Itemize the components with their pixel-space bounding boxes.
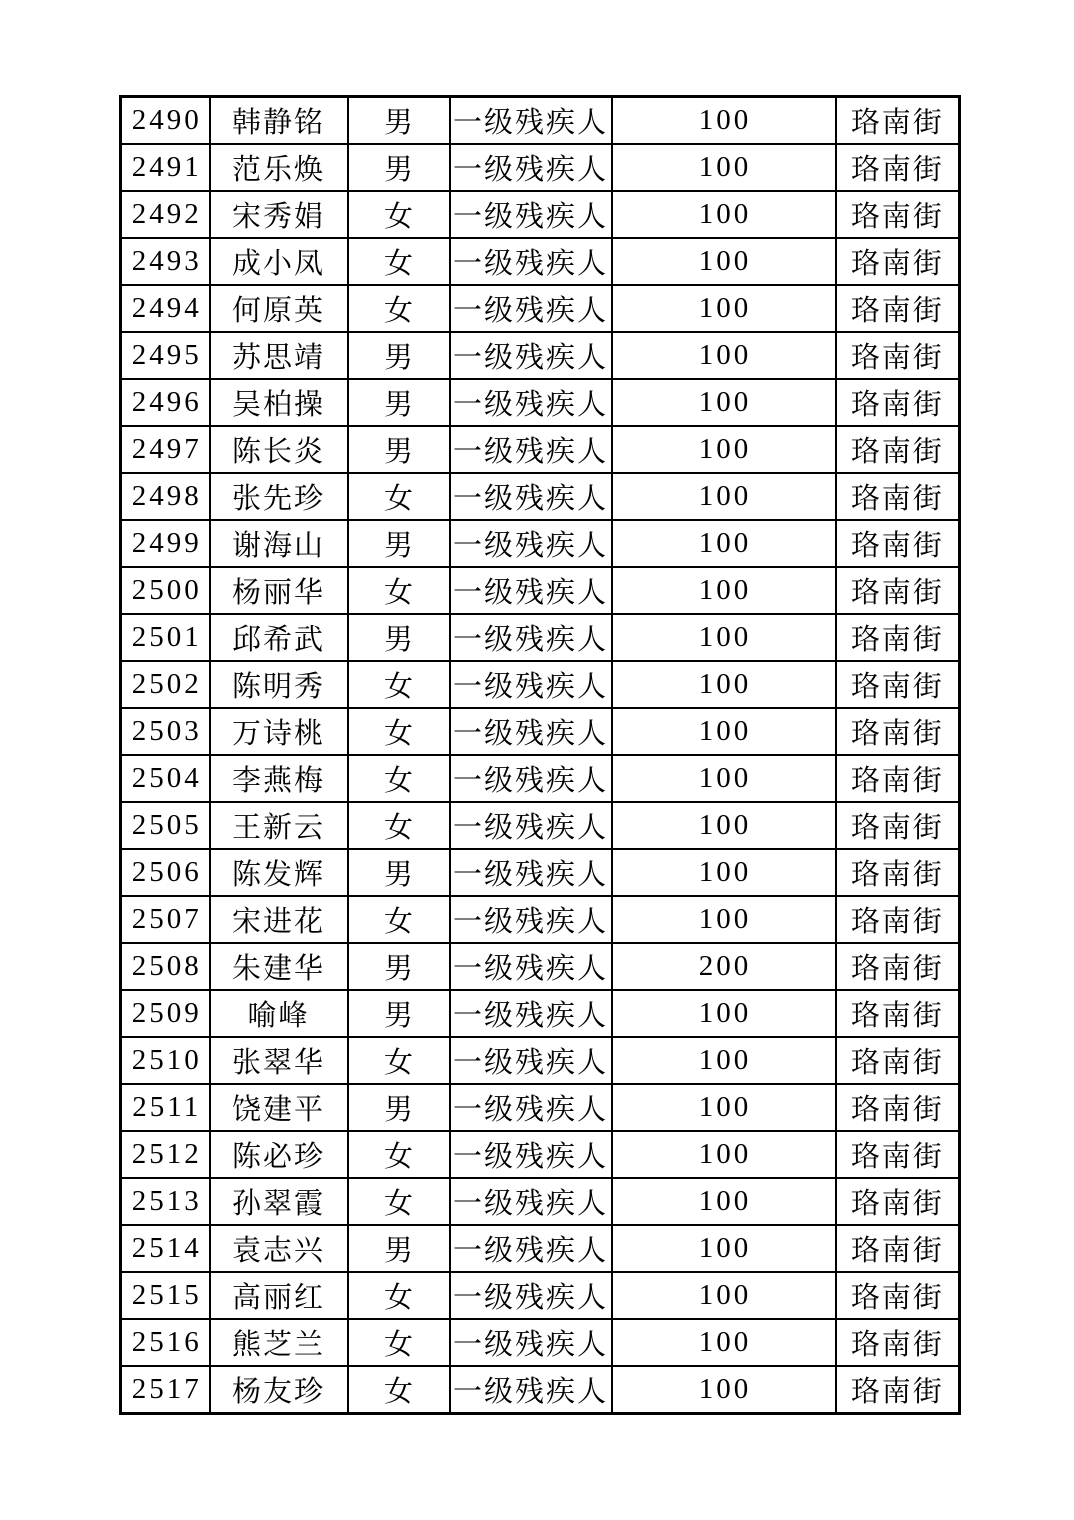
serial-number-cell: 2509: [121, 990, 210, 1037]
district-cell: 珞南街: [836, 1319, 960, 1366]
person-name-cell: 范乐焕: [210, 144, 348, 191]
amount-cell: 100: [612, 1225, 836, 1272]
gender-cell: 女: [348, 191, 450, 238]
district-cell: 珞南街: [836, 473, 960, 520]
category-cell: 一级残疾人: [450, 755, 612, 802]
serial-number-cell: 2513: [121, 1178, 210, 1225]
table-row: [121, 896, 960, 943]
category-cell: 一级残疾人: [450, 520, 612, 567]
district-cell: 珞南街: [836, 520, 960, 567]
person-name-cell: 吴柏操: [210, 379, 348, 426]
district-cell: 珞南街: [836, 1131, 960, 1178]
table-row: [121, 849, 960, 896]
category-cell: 一级残疾人: [450, 896, 612, 943]
gender-cell: 男: [348, 97, 450, 145]
category-cell: 一级残疾人: [450, 379, 612, 426]
category-cell: 一级残疾人: [450, 1084, 612, 1131]
table-row: [121, 238, 960, 285]
amount-cell: 100: [612, 97, 836, 145]
table-row: [121, 614, 960, 661]
amount-cell: 100: [612, 1037, 836, 1084]
gender-cell: 女: [348, 567, 450, 614]
category-cell: 一级残疾人: [450, 285, 612, 332]
person-name-cell: 高丽红: [210, 1272, 348, 1319]
district-cell: 珞南街: [836, 708, 960, 755]
table-row: [121, 97, 960, 145]
category-cell: 一级残疾人: [450, 943, 612, 990]
district-cell: 珞南街: [836, 755, 960, 802]
person-name-cell: 饶建平: [210, 1084, 348, 1131]
district-cell: 珞南街: [836, 144, 960, 191]
serial-number-cell: 2494: [121, 285, 210, 332]
person-name-cell: 苏思靖: [210, 332, 348, 379]
table-row: [121, 332, 960, 379]
table-row: [121, 1178, 960, 1225]
amount-cell: 100: [612, 191, 836, 238]
amount-cell: 100: [612, 520, 836, 567]
table-row: [121, 990, 960, 1037]
amount-cell: 100: [612, 1131, 836, 1178]
serial-number-cell: 2508: [121, 943, 210, 990]
table-body: [121, 97, 960, 1414]
person-name-cell: 谢海山: [210, 520, 348, 567]
person-name-cell: 杨丽华: [210, 567, 348, 614]
table-row: [121, 473, 960, 520]
amount-cell: 100: [612, 473, 836, 520]
district-cell: 珞南街: [836, 97, 960, 145]
serial-number-cell: 2490: [121, 97, 210, 145]
gender-cell: 男: [348, 614, 450, 661]
amount-cell: 100: [612, 614, 836, 661]
district-cell: 珞南街: [836, 661, 960, 708]
gender-cell: 女: [348, 1037, 450, 1084]
district-cell: 珞南街: [836, 426, 960, 473]
category-cell: 一级残疾人: [450, 1225, 612, 1272]
table-row: [121, 520, 960, 567]
district-cell: 珞南街: [836, 567, 960, 614]
amount-cell: 100: [612, 1366, 836, 1414]
person-name-cell: 韩静铭: [210, 97, 348, 145]
serial-number-cell: 2515: [121, 1272, 210, 1319]
person-name-cell: 袁志兴: [210, 1225, 348, 1272]
serial-number-cell: 2510: [121, 1037, 210, 1084]
amount-cell: 100: [612, 1319, 836, 1366]
district-cell: 珞南街: [836, 1366, 960, 1414]
serial-number-cell: 2495: [121, 332, 210, 379]
gender-cell: 男: [348, 943, 450, 990]
table-row: [121, 661, 960, 708]
category-cell: 一级残疾人: [450, 708, 612, 755]
person-name-cell: 陈发辉: [210, 849, 348, 896]
amount-cell: 200: [612, 943, 836, 990]
table-row: [121, 1225, 960, 1272]
category-cell: 一级残疾人: [450, 191, 612, 238]
person-name-cell: 李燕梅: [210, 755, 348, 802]
person-name-cell: 万诗桃: [210, 708, 348, 755]
table-row: [121, 379, 960, 426]
serial-number-cell: 2498: [121, 473, 210, 520]
gender-cell: 女: [348, 238, 450, 285]
table-row: [121, 1084, 960, 1131]
district-cell: 珞南街: [836, 1225, 960, 1272]
serial-number-cell: 2497: [121, 426, 210, 473]
category-cell: 一级残疾人: [450, 144, 612, 191]
gender-cell: 女: [348, 1319, 450, 1366]
district-cell: 珞南街: [836, 332, 960, 379]
district-cell: 珞南街: [836, 614, 960, 661]
category-cell: 一级残疾人: [450, 1272, 612, 1319]
district-cell: 珞南街: [836, 849, 960, 896]
gender-cell: 女: [348, 285, 450, 332]
serial-number-cell: 2511: [121, 1084, 210, 1131]
table-row: [121, 943, 960, 990]
table-row: [121, 1366, 960, 1414]
category-cell: 一级残疾人: [450, 1131, 612, 1178]
serial-number-cell: 2502: [121, 661, 210, 708]
category-cell: 一级残疾人: [450, 426, 612, 473]
table-row: [121, 1131, 960, 1178]
person-name-cell: 宋秀娟: [210, 191, 348, 238]
amount-cell: 100: [612, 1084, 836, 1131]
amount-cell: 100: [612, 379, 836, 426]
district-cell: 珞南街: [836, 943, 960, 990]
table-row: [121, 755, 960, 802]
category-cell: 一级残疾人: [450, 1366, 612, 1414]
gender-cell: 男: [348, 379, 450, 426]
serial-number-cell: 2516: [121, 1319, 210, 1366]
serial-number-cell: 2500: [121, 567, 210, 614]
amount-cell: 100: [612, 332, 836, 379]
district-cell: 珞南街: [836, 802, 960, 849]
district-cell: 珞南街: [836, 285, 960, 332]
district-cell: 珞南街: [836, 1084, 960, 1131]
serial-number-cell: 2517: [121, 1366, 210, 1414]
person-name-cell: 邱希武: [210, 614, 348, 661]
gender-cell: 男: [348, 426, 450, 473]
category-cell: 一级残疾人: [450, 473, 612, 520]
serial-number-cell: 2491: [121, 144, 210, 191]
amount-cell: 100: [612, 567, 836, 614]
district-cell: 珞南街: [836, 238, 960, 285]
serial-number-cell: 2499: [121, 520, 210, 567]
district-cell: 珞南街: [836, 896, 960, 943]
category-cell: 一级残疾人: [450, 661, 612, 708]
table-row: [121, 285, 960, 332]
amount-cell: 100: [612, 896, 836, 943]
amount-cell: 100: [612, 426, 836, 473]
amount-cell: 100: [612, 1272, 836, 1319]
serial-number-cell: 2503: [121, 708, 210, 755]
gender-cell: 女: [348, 755, 450, 802]
category-cell: 一级残疾人: [450, 332, 612, 379]
person-name-cell: 王新云: [210, 802, 348, 849]
category-cell: 一级残疾人: [450, 97, 612, 145]
amount-cell: 100: [612, 708, 836, 755]
person-name-cell: 陈长炎: [210, 426, 348, 473]
amount-cell: 100: [612, 144, 836, 191]
person-name-cell: 陈明秀: [210, 661, 348, 708]
gender-cell: 女: [348, 1131, 450, 1178]
serial-number-cell: 2496: [121, 379, 210, 426]
gender-cell: 女: [348, 802, 450, 849]
gender-cell: 男: [348, 144, 450, 191]
gender-cell: 女: [348, 708, 450, 755]
subsidy-list-table: [119, 95, 961, 1415]
person-name-cell: 成小凤: [210, 238, 348, 285]
gender-cell: 男: [348, 849, 450, 896]
category-cell: 一级残疾人: [450, 802, 612, 849]
serial-number-cell: 2492: [121, 191, 210, 238]
person-name-cell: 何原英: [210, 285, 348, 332]
category-cell: 一级残疾人: [450, 1037, 612, 1084]
person-name-cell: 熊芝兰: [210, 1319, 348, 1366]
amount-cell: 100: [612, 755, 836, 802]
district-cell: 珞南街: [836, 1178, 960, 1225]
amount-cell: 100: [612, 802, 836, 849]
table-row: [121, 802, 960, 849]
category-cell: 一级残疾人: [450, 614, 612, 661]
person-name-cell: 张先珍: [210, 473, 348, 520]
gender-cell: 男: [348, 1225, 450, 1272]
gender-cell: 女: [348, 1272, 450, 1319]
table-row: [121, 1037, 960, 1084]
amount-cell: 100: [612, 849, 836, 896]
amount-cell: 100: [612, 238, 836, 285]
serial-number-cell: 2493: [121, 238, 210, 285]
district-cell: 珞南街: [836, 990, 960, 1037]
table-row: [121, 708, 960, 755]
table-row: [121, 567, 960, 614]
table-row: [121, 1319, 960, 1366]
person-name-cell: 张翠华: [210, 1037, 348, 1084]
gender-cell: 男: [348, 520, 450, 567]
amount-cell: 100: [612, 661, 836, 708]
gender-cell: 女: [348, 1366, 450, 1414]
category-cell: 一级残疾人: [450, 990, 612, 1037]
person-name-cell: 喻峰: [210, 990, 348, 1037]
amount-cell: 100: [612, 1178, 836, 1225]
person-name-cell: 孙翠霞: [210, 1178, 348, 1225]
table-row: [121, 191, 960, 238]
amount-cell: 100: [612, 990, 836, 1037]
table-row: [121, 144, 960, 191]
district-cell: 珞南街: [836, 1037, 960, 1084]
serial-number-cell: 2506: [121, 849, 210, 896]
district-cell: 珞南街: [836, 191, 960, 238]
gender-cell: 女: [348, 1178, 450, 1225]
gender-cell: 女: [348, 473, 450, 520]
category-cell: 一级残疾人: [450, 849, 612, 896]
district-cell: 珞南街: [836, 1272, 960, 1319]
person-name-cell: 杨友珍: [210, 1366, 348, 1414]
gender-cell: 男: [348, 990, 450, 1037]
amount-cell: 100: [612, 285, 836, 332]
serial-number-cell: 2512: [121, 1131, 210, 1178]
serial-number-cell: 2505: [121, 802, 210, 849]
table-row: [121, 1272, 960, 1319]
person-name-cell: 朱建华: [210, 943, 348, 990]
gender-cell: 男: [348, 332, 450, 379]
person-name-cell: 宋进花: [210, 896, 348, 943]
person-name-cell: 陈必珍: [210, 1131, 348, 1178]
category-cell: 一级残疾人: [450, 1178, 612, 1225]
category-cell: 一级残疾人: [450, 567, 612, 614]
district-cell: 珞南街: [836, 379, 960, 426]
gender-cell: 女: [348, 896, 450, 943]
serial-number-cell: 2504: [121, 755, 210, 802]
table-row: [121, 426, 960, 473]
serial-number-cell: 2514: [121, 1225, 210, 1272]
category-cell: 一级残疾人: [450, 1319, 612, 1366]
gender-cell: 男: [348, 1084, 450, 1131]
serial-number-cell: 2501: [121, 614, 210, 661]
category-cell: 一级残疾人: [450, 238, 612, 285]
gender-cell: 女: [348, 661, 450, 708]
serial-number-cell: 2507: [121, 896, 210, 943]
